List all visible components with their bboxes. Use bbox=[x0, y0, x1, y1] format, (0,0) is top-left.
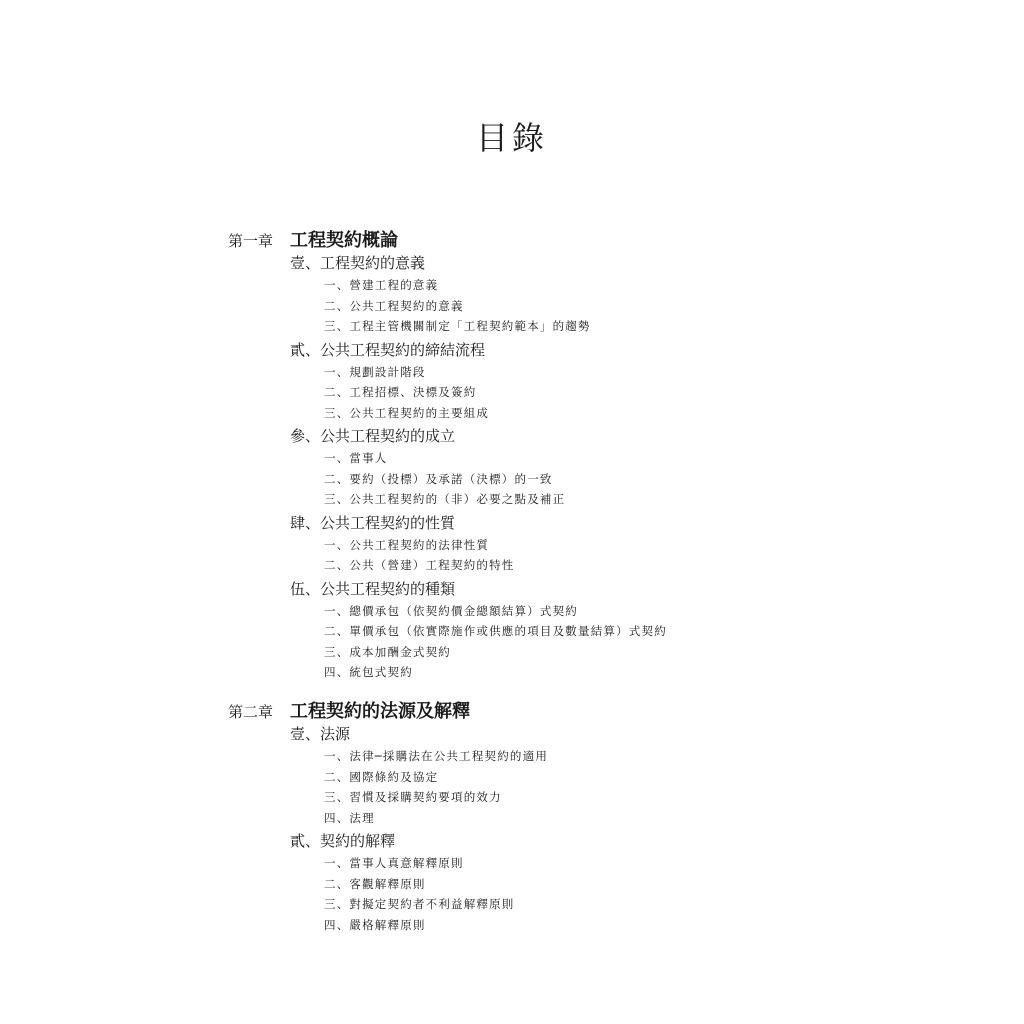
toc-item: 三、工程主管機關制定「工程契約範本」的趨勢 bbox=[324, 319, 591, 333]
toc-item: 二、單價承包（依實際施作或供應的項目及數量結算）式契約 bbox=[324, 624, 667, 638]
toc-item: 二、公共工程契約的意義 bbox=[324, 298, 464, 313]
section-title: 壹、工程契約的意義 bbox=[290, 254, 426, 272]
chapter-heading bbox=[228, 697, 548, 721]
chapter-number: 第一章 bbox=[228, 232, 274, 250]
chapter-2 bbox=[228, 697, 548, 935]
toc-item: 三、習慣及採購契約要項的效力 bbox=[324, 790, 502, 804]
toc-item: 一、營建工程的意義 bbox=[324, 278, 439, 292]
toc-item: 二、公共（營建）工程契約的特性 bbox=[324, 558, 515, 572]
section bbox=[290, 340, 667, 424]
toc-item: 一、公共工程契約的法律性質 bbox=[324, 537, 490, 552]
toc-item: 四、法理 bbox=[324, 810, 375, 825]
section-title: 壹、法源 bbox=[290, 725, 351, 743]
toc-item: 二、工程招標、決標及簽約 bbox=[324, 385, 477, 399]
section bbox=[290, 724, 548, 828]
chapter-title: 工程契約概論 bbox=[290, 230, 398, 251]
section-title: 貳、公共工程契約的締結流程 bbox=[290, 340, 486, 359]
toc-item: 二、客觀解釋原則 bbox=[324, 876, 426, 891]
section bbox=[290, 253, 667, 337]
toc-item: 一、規劃設計階段 bbox=[324, 364, 426, 379]
toc-item: 一、總價承包（依契約價金總額結算）式契約 bbox=[324, 603, 578, 618]
toc-item: 二、要約（投標）及承諾（決標）的一致 bbox=[324, 471, 553, 486]
section-title: 伍、公共工程契約的種類 bbox=[290, 579, 456, 598]
chapter-1 bbox=[228, 226, 667, 683]
section-title: 參、公共工程契約的成立 bbox=[290, 427, 456, 445]
section-title: 肆、公共工程契約的性質 bbox=[290, 513, 456, 532]
section bbox=[290, 579, 667, 683]
section bbox=[290, 513, 667, 576]
toc-item: 四、嚴格解釋原則 bbox=[324, 917, 426, 932]
toc-item: 三、對擬定契約者不利益解釋原則 bbox=[324, 897, 515, 911]
chapter-title: 工程契約的法源及解釋 bbox=[290, 701, 470, 722]
toc-item: 三、公共工程契約的（非）必要之點及補正 bbox=[324, 492, 566, 506]
toc-item: 一、當事人真意解釋原則 bbox=[324, 856, 464, 870]
chapter-number: 第二章 bbox=[228, 703, 274, 721]
toc-item: 四、統包式契約 bbox=[324, 665, 413, 679]
toc-item: 二、國際條約及協定 bbox=[324, 769, 439, 784]
toc-item: 三、成本加酬金式契約 bbox=[324, 644, 451, 659]
section bbox=[290, 831, 548, 935]
toc-item: 一、當事人 bbox=[324, 451, 388, 465]
section-title: 貳、契約的解釋 bbox=[290, 832, 396, 850]
section bbox=[290, 426, 667, 510]
page-title: 目錄 bbox=[475, 119, 548, 157]
toc-item: 三、公共工程契約的主要組成 bbox=[324, 405, 490, 420]
chapter-heading bbox=[228, 226, 667, 250]
toc-item: 一、法律─採購法在公共工程契約的適用 bbox=[324, 749, 549, 763]
